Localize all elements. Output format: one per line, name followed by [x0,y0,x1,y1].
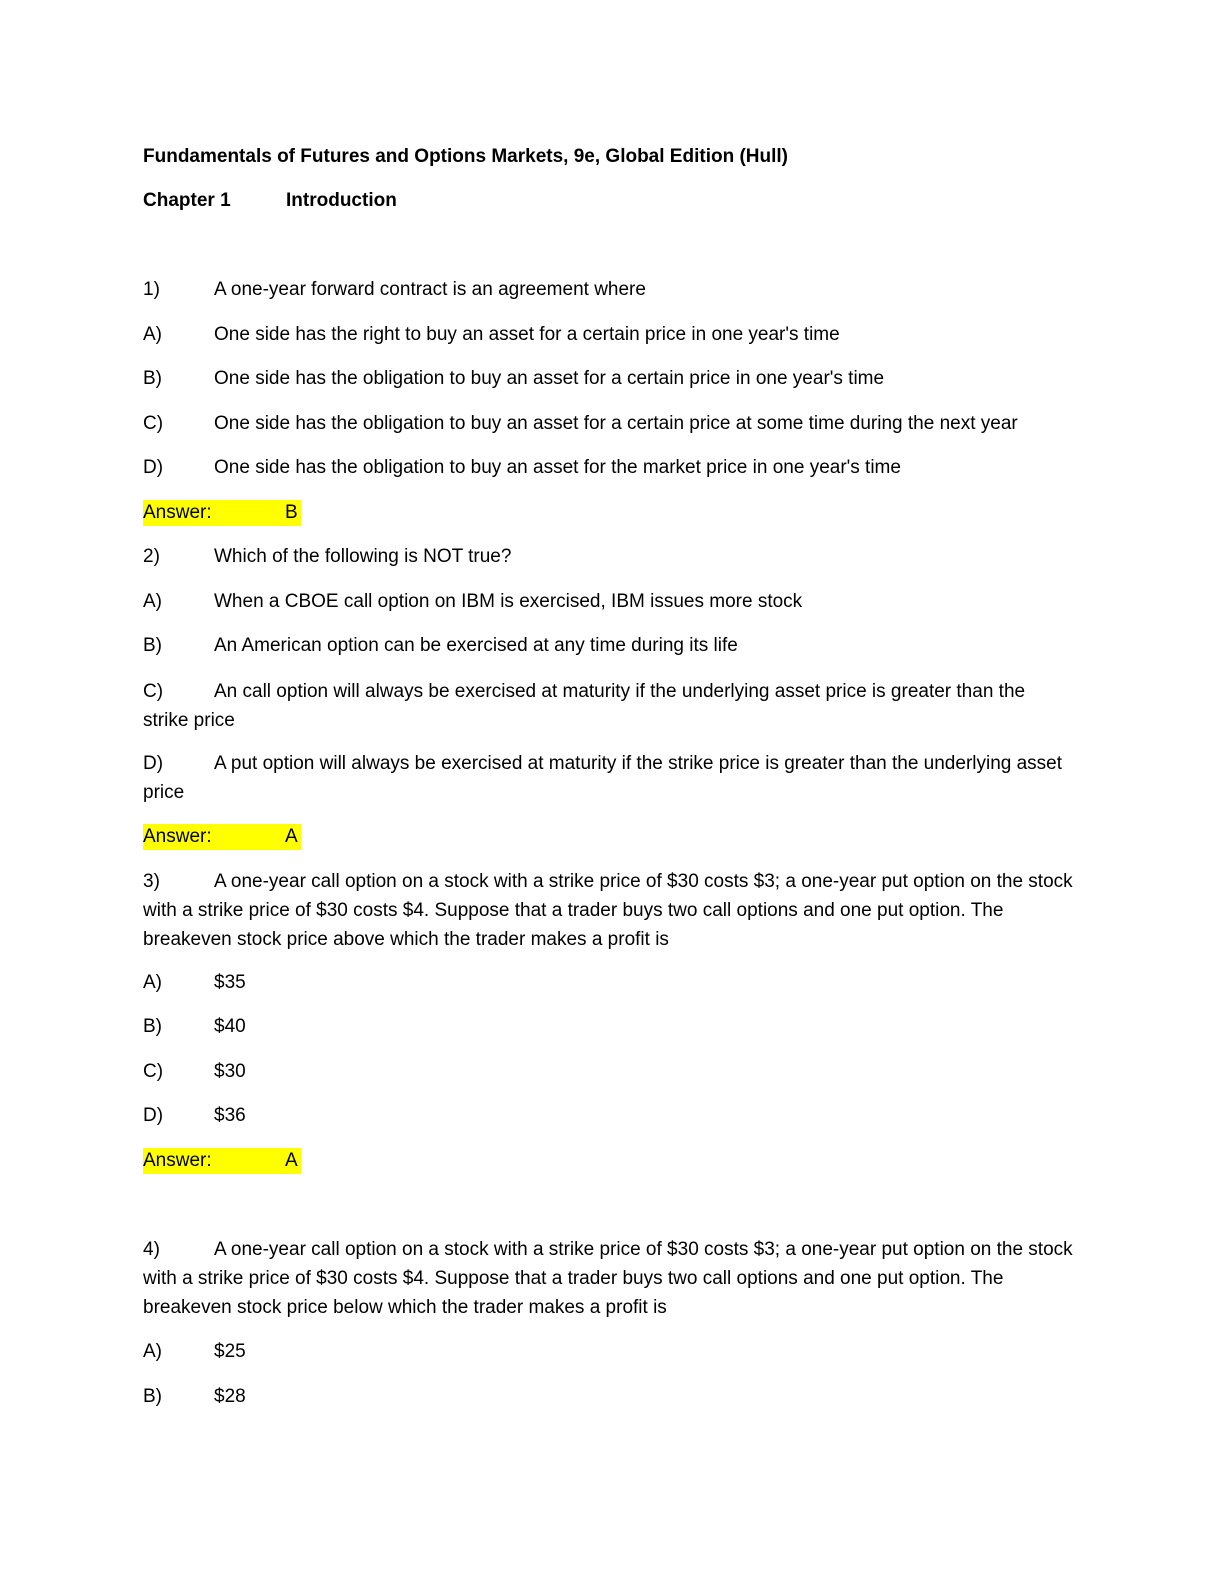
option-letter: A) [143,972,162,993]
option-letter: B) [143,635,162,656]
q1-option-d [143,453,901,482]
q2-option-a [143,587,802,616]
answer-label: Answer: [143,502,212,523]
option-letter: C) [143,413,164,434]
question-number: 2) [143,546,160,567]
q1-option-c [143,409,1018,438]
question-number: 3) [143,871,160,892]
question-2 [143,542,511,571]
q3-option-b [143,1012,246,1041]
option-letter: C) [143,1061,164,1082]
document-title: Fundamentals of Futures and Options Markets, 9e, Global Edition (Hull) [143,146,788,167]
option-letter: A) [143,324,162,345]
option-letter: D) [143,753,164,774]
option-text: An American option can be exercised at any time during its life [214,635,738,656]
question-text: A one-year forward contract is an agreement where [214,279,646,300]
option-letter: A) [143,1341,162,1362]
q2-option-d [143,749,1073,807]
option-text: $30 [214,1061,246,1082]
option-text: A put option will always be exercised at maturity if the strike price is greater than the underlying asset price [143,753,1063,803]
option-text: One side has the obligation to buy an asset for the market price in one year's time [214,457,901,478]
option-text: One side has the right to buy an asset for a certain price in one year's time [214,324,840,345]
answer-label: Answer: [143,826,212,847]
q4-option-a [143,1337,246,1366]
answer-label: Answer: [143,1150,212,1171]
q4-option-b [143,1382,246,1411]
q2-option-c [143,677,1073,735]
question-3 [143,867,1073,954]
chapter-name: Introduction [286,190,397,211]
option-text: An call option will always be exercised at maturity if the underlying asset price is greater than the strike price [143,681,1026,731]
option-text: One side has the obligation to buy an asset for a certain price at some time during the next year [214,413,1018,434]
answer-value: A [285,1150,298,1171]
q2-option-b [143,631,738,660]
option-letter: A) [143,591,162,612]
q1-option-b [143,364,884,393]
question-text: A one-year call option on a stock with a strike price of $30 costs $3; a one-year put option on the stock with a strike price of $30 costs $4. Suppose that a trader buys two call options and one put option. The breakeven stock price below which the trader makes a profit is [143,1239,1073,1318]
option-letter: D) [143,1105,164,1126]
q3-option-d [143,1101,246,1130]
option-text: $35 [214,972,246,993]
chapter-label: Chapter 1 [143,190,231,211]
q1-option-a [143,320,840,349]
option-letter: C) [143,681,164,702]
question-number: 4) [143,1239,160,1260]
chapter-heading [143,186,397,215]
option-letter: D) [143,457,164,478]
option-text: When a CBOE call option on IBM is exercised, IBM issues more stock [214,591,803,612]
q3-option-a [143,968,246,997]
question-number: 1) [143,279,160,300]
option-text: $25 [214,1341,246,1362]
q3-answer [143,1148,301,1174]
answer-value: B [285,502,298,523]
q2-answer [143,824,301,850]
option-text: $40 [214,1016,246,1037]
option-letter: B) [143,368,162,389]
q1-answer [143,500,301,526]
question-text: A one-year call option on a stock with a strike price of $30 costs $3; a one-year put option on the stock with a strike price of $30 costs $4. Suppose that a trader buys two call options and one put option. The breakeven stock price above which the trader makes a profit is [143,871,1073,950]
option-text: $36 [214,1105,246,1126]
q3-option-c [143,1057,246,1086]
answer-value: A [285,826,298,847]
option-letter: B) [143,1016,162,1037]
option-text: $28 [214,1386,246,1407]
option-text: One side has the obligation to buy an asset for a certain price in one year's time [214,368,885,389]
question-1 [143,275,646,304]
question-text: Which of the following is NOT true? [214,546,512,567]
option-letter: B) [143,1386,162,1407]
question-4 [143,1235,1073,1322]
